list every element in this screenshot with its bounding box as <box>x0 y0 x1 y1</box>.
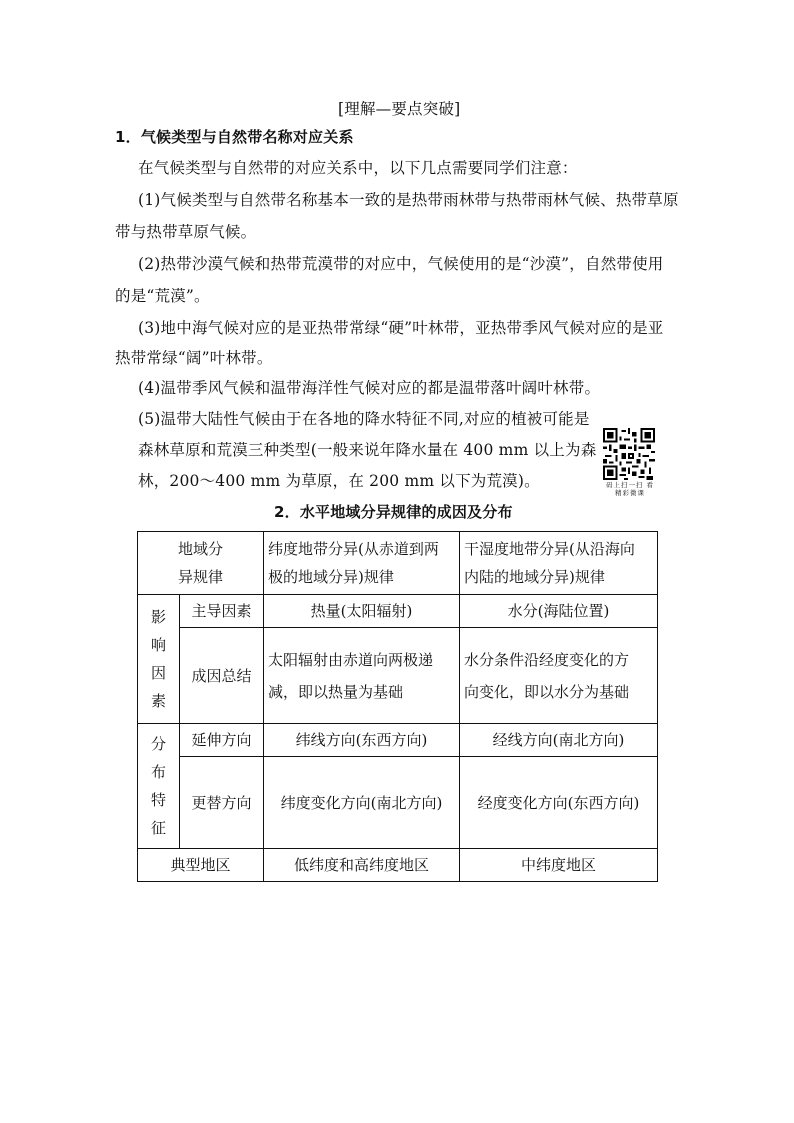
row-label: 典型地区 <box>138 849 264 882</box>
paragraph-line: 森林草原和荒漠三种类型(一般来说年降水量在 400 mm 以上为森 <box>138 441 597 459</box>
group-label-factors <box>138 595 180 724</box>
header-text: 内陆的地域分异)规律 <box>464 568 605 586</box>
table-cell: 经线方向(南北方向) <box>460 724 658 757</box>
table-row <box>138 724 658 757</box>
header-text: 地域分 <box>178 540 224 558</box>
cell-line: 减，即以热量为基础 <box>268 682 404 701</box>
row-label: 成因总结 <box>180 628 264 724</box>
table-cell: 水分(海陆位置) <box>460 595 658 628</box>
row-label: 更替方向 <box>180 757 264 849</box>
header-text: 异规律 <box>178 568 224 586</box>
paragraph-line: (5)温带大陆性气候由于在各地的降水特征不同,对应的植被可能是 <box>138 410 590 428</box>
section-header: [理解—要点突破] <box>338 100 461 118</box>
group-char: 特 <box>150 791 166 809</box>
group-char: 征 <box>150 819 166 837</box>
paragraph-line: (2)热带沙漠气候和热带荒漠带的对应中，气候使用的是“沙漠”，自然带使用 <box>138 255 664 273</box>
table-row <box>138 757 658 849</box>
paragraph-line: 林，200～400 mm 为草原，在 200 mm 以下为荒漠)。 <box>138 472 540 490</box>
table-cell: 纬线方向(东西方向) <box>264 724 460 757</box>
table-cell: 低纬度和高纬度地区 <box>264 849 460 882</box>
table-cell: 纬度变化方向(南北方向) <box>264 757 460 849</box>
section1-intro: 在气候类型与自然带的对应关系中，以下几点需要同学们注意： <box>138 159 578 177</box>
group-label-distribution <box>138 724 180 849</box>
group-char: 素 <box>150 692 166 710</box>
section1-title: 1．气候类型与自然带名称对应关系 <box>115 128 354 146</box>
cell-line: 向变化，即以水分为基础 <box>464 682 630 701</box>
qr-code-icon[interactable] <box>603 428 655 480</box>
comparison-table <box>137 531 658 882</box>
group-char: 影 <box>150 608 166 626</box>
table-row <box>138 628 658 724</box>
section2-title: 2．水平地域分异规律的成因及分布 <box>274 503 513 521</box>
cell-line: 水分条件沿经度变化的方 <box>464 650 630 669</box>
table-cell: 热量(太阳辐射) <box>264 595 460 628</box>
paragraph-line: (3)地中海气候对应的是亚热带常绿“硬”叶林带，亚热带季风气候对应的是亚 <box>138 319 664 337</box>
paragraph-line: (1)气候类型与自然带名称基本一致的是热带雨林带与热带雨林气候、热带草原 <box>138 191 679 209</box>
row-label: 延伸方向 <box>180 724 264 757</box>
table-cell <box>264 628 460 724</box>
header-cell-moisture <box>460 532 658 595</box>
table-row <box>138 595 658 628</box>
table-cell: 中纬度地区 <box>460 849 658 882</box>
group-char: 布 <box>150 763 166 781</box>
paragraph-line: 带与热带草原气候。 <box>115 223 257 241</box>
paragraph-line: 热带常绿“阔”叶林带。 <box>115 349 273 367</box>
header-text: 纬度地带分异(从赤道到两 <box>268 540 439 558</box>
group-char: 响 <box>150 636 166 654</box>
header-text: 极的地域分异)规律 <box>268 568 394 586</box>
group-char: 因 <box>150 664 166 682</box>
qr-caption: 码上扫一扫 看精彩微课 <box>605 481 655 497</box>
header-cell-latitudinal <box>264 532 460 595</box>
paragraph-line: (4)温带季风气候和温带海洋性气候对应的都是温带落叶阔叶林带。 <box>138 379 601 397</box>
table-cell: 经度变化方向(东西方向) <box>460 757 658 849</box>
header-cell-type <box>138 532 264 595</box>
group-char: 分 <box>150 735 166 753</box>
row-label: 主导因素 <box>180 595 264 628</box>
paragraph-line: 的是“荒漠”。 <box>115 287 210 305</box>
header-text: 干湿度地带分异(从沿海向 <box>464 540 635 558</box>
table-cell <box>460 628 658 724</box>
table-header-row <box>138 532 658 595</box>
cell-line: 太阳辐射由赤道向两极递 <box>268 650 434 669</box>
table-row <box>138 849 658 882</box>
